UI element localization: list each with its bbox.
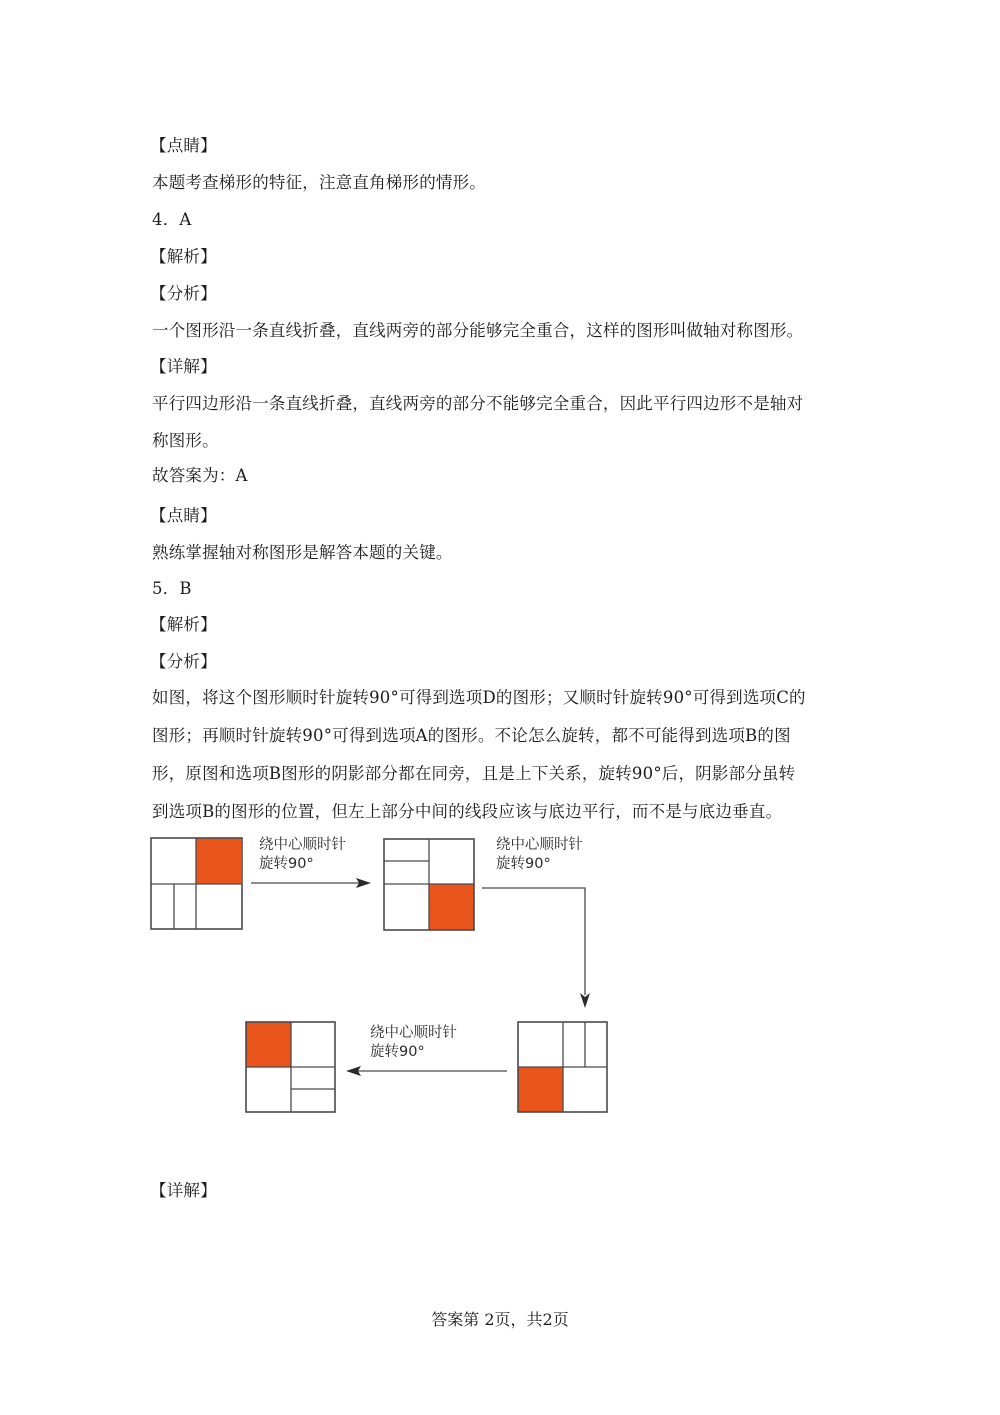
text-line: 如图，将这个图形顺时针旋转90°可得到选项D的图形；又顺时针旋转90°可得到选项C的 — [152, 688, 806, 707]
rotation-label — [370, 1024, 457, 1062]
section-header: 【解析】 — [150, 615, 217, 634]
text-line: 一个图形沿一条直线折叠，直线两旁的部分能够完全重合，这样的图形叫做轴对称图形。 — [152, 321, 804, 340]
rotation-label — [496, 836, 583, 874]
text-line: 4．A — [152, 210, 192, 229]
section-header: 【点睛】 — [150, 136, 217, 155]
text-line: 到选项B的图形的位置，但左上部分中间的线段应该与底边平行，而不是与底边垂直。 — [152, 802, 783, 821]
square-rotated-once — [384, 839, 474, 930]
text-line: 图形；再顺时针旋转90°可得到选项A的图形。不论怎么旋转，都不可能得到选项B的图 — [152, 726, 791, 745]
rotation-label-line2: 旋转90° — [496, 856, 551, 872]
section-header: 【解析】 — [150, 247, 217, 266]
arrow-right-icon — [251, 878, 371, 888]
text-line: 熟练掌握轴对称图形是解答本题的关键。 — [152, 543, 453, 562]
rotation-label-line1: 绕中心顺时针 — [496, 837, 583, 853]
rotation-label-line2: 旋转90° — [259, 856, 314, 872]
text-line: 称图形。 — [152, 431, 219, 450]
rotation-label-line1: 绕中心顺时针 — [370, 1025, 457, 1041]
rotation-label-line1: 绕中心顺时针 — [259, 837, 346, 853]
arrow-left-icon — [346, 1066, 507, 1076]
text-line: 本题考查梯形的特征，注意直角梯形的情形。 — [152, 173, 486, 192]
square-rotated-twice — [518, 1022, 607, 1112]
text-line: 故答案为：A — [152, 466, 248, 485]
section-header: 【分析】 — [150, 652, 217, 671]
page-footer: 答案第 2页，共2页 — [431, 1310, 569, 1329]
square-rotated-thrice — [246, 1022, 335, 1112]
section-header: 【分析】 — [150, 284, 217, 303]
arrow-down-icon — [482, 888, 590, 1008]
text-line: 平行四边形沿一条直线折叠，直线两旁的部分不能够完全重合，因此平行四边形不是轴对 — [152, 394, 804, 413]
section-header: 【点睛】 — [150, 506, 217, 525]
text-line: 形，原图和选项B图形的阴影部分都在同旁，且是上下关系，旋转90°后，阴影部分虽转 — [152, 764, 796, 783]
section-header: 【详解】 — [150, 357, 217, 376]
rotation-label-line2: 旋转90° — [370, 1044, 425, 1060]
rotation-label — [259, 836, 346, 874]
section-header: 【详解】 — [150, 1181, 217, 1200]
text-line: 5．B — [152, 579, 192, 598]
square-original — [151, 838, 242, 929]
